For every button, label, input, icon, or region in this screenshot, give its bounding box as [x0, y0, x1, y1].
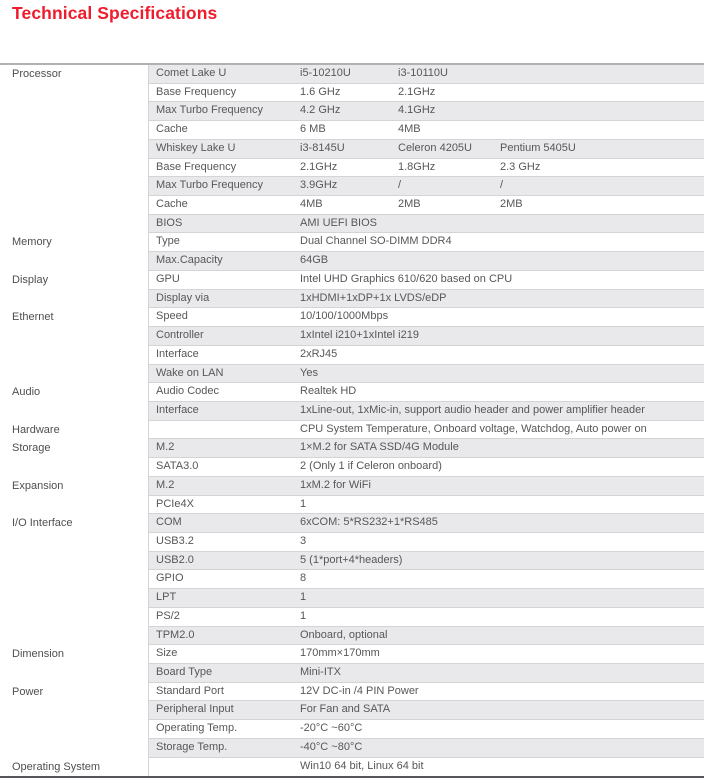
value-cell: 2MB [398, 198, 421, 211]
spec-row-region [148, 65, 704, 84]
attribute-cell: Max.Capacity [156, 254, 223, 267]
spec-row-region [148, 84, 704, 103]
spec-row [0, 477, 704, 496]
value-cells [300, 458, 704, 476]
spec-row [0, 365, 704, 384]
category-cell [0, 496, 148, 515]
value-cells [300, 308, 704, 326]
attribute-cell: M.2 [156, 478, 175, 491]
category-cell [0, 458, 148, 477]
spec-row [0, 215, 704, 234]
attribute-cell: USB2.0 [156, 553, 194, 566]
spec-row [0, 570, 704, 589]
attribute-cell: PS/2 [156, 609, 180, 622]
category-cell: Power [12, 685, 44, 698]
attribute-cell: USB3.2 [156, 534, 194, 547]
attribute-cell: M.2 [156, 441, 175, 454]
spec-row [0, 121, 704, 140]
value-cells [300, 365, 704, 383]
value-cells [300, 439, 704, 457]
category-cell: Display [12, 273, 49, 286]
spec-row-region [148, 664, 704, 683]
spec-row [0, 290, 704, 309]
spec-row-region [148, 196, 704, 215]
value-cells [300, 215, 704, 233]
value-cells [300, 233, 704, 251]
category-cell [0, 552, 148, 571]
category-cell: Operating System [12, 760, 101, 773]
category-cell [0, 701, 148, 720]
value-cell: Realtek HD [300, 385, 357, 398]
value-cell: 3 [300, 534, 307, 547]
attribute-cell: Storage Temp. [156, 740, 228, 753]
spec-row [0, 327, 704, 346]
value-cell: Onboard, optional [300, 628, 388, 641]
spec-row [0, 608, 704, 627]
category-cell [0, 140, 148, 159]
spec-row [0, 683, 704, 702]
value-cell: Pentium 5405U [500, 141, 576, 154]
attribute-cell: Interface [156, 347, 199, 360]
value-cell: 2MB [500, 198, 523, 211]
spec-row-region [148, 627, 704, 646]
value-cell: 1 [300, 609, 307, 622]
spec-row [0, 65, 704, 84]
attribute-cell: GPIO [156, 572, 184, 585]
spec-row-region [148, 496, 704, 515]
value-cell: For Fan and SATA [300, 703, 391, 716]
value-cells [300, 121, 704, 139]
spec-row-region [148, 159, 704, 178]
spec-row [0, 383, 704, 402]
value-cell: 1xIntel i210+1xIntel i219 [300, 329, 419, 342]
value-cell: Yes [300, 366, 318, 379]
spec-row [0, 739, 704, 758]
attribute-cell: Cache [156, 198, 188, 211]
spec-row-region [148, 252, 704, 271]
value-cells [300, 533, 704, 551]
value-cell: 1.8GHz [398, 160, 436, 173]
value-cell: 6xCOM: 5*RS232+1*RS485 [300, 516, 438, 529]
spec-row-region [148, 233, 704, 252]
attribute-cell: Whiskey Lake U [156, 141, 236, 154]
value-cell: AMI UEFI BIOS [300, 216, 378, 229]
spec-row-region [148, 308, 704, 327]
attribute-cell: Max Turbo Frequency [156, 179, 263, 192]
value-cell: 4MB [398, 123, 421, 136]
attribute-cell: LPT [156, 591, 177, 604]
attribute-cell: Audio Codec [156, 385, 219, 398]
spec-row [0, 720, 704, 739]
spec-row [0, 589, 704, 608]
spec-row-region [148, 683, 704, 702]
category-cell [0, 159, 148, 178]
attribute-cell: Max Turbo Frequency [156, 104, 263, 117]
attribute-cell: GPU [156, 272, 180, 285]
spec-row [0, 496, 704, 515]
value-cell: 5 (1*port+4*headers) [300, 553, 403, 566]
attribute-cell: SATA3.0 [156, 460, 199, 473]
category-cell [0, 664, 148, 683]
page-title: Technical Specifications [12, 3, 218, 23]
spec-row-region [148, 383, 704, 402]
category-cell: Ethernet [12, 311, 54, 324]
category-cell [0, 84, 148, 103]
category-cell [0, 290, 148, 309]
spec-row [0, 346, 704, 365]
value-cell: Intel UHD Graphics 610/620 based on CPU [300, 272, 513, 285]
value-cell: / [500, 179, 504, 192]
value-cells [300, 421, 704, 439]
value-cell: 1xHDMI+1xDP+1x LVDS/eDP [300, 291, 447, 304]
spec-row [0, 645, 704, 664]
value-cell: Dual Channel SO-DIMM DDR4 [300, 235, 452, 248]
attribute-cell: Speed [156, 310, 188, 323]
category-cell [0, 346, 148, 365]
spec-row-region [148, 701, 704, 720]
attribute-cell [149, 421, 300, 439]
spec-row-region [148, 140, 704, 159]
category-cell [0, 252, 148, 271]
attribute-cell: Operating Temp. [156, 722, 238, 735]
attribute-cell: Peripheral Input [156, 703, 234, 716]
value-cells [300, 589, 704, 607]
value-cell: 3.9GHz [300, 179, 338, 192]
spec-row [0, 177, 704, 196]
value-cells [300, 683, 704, 701]
value-cell: -20°C ~60°C [300, 722, 363, 735]
value-cells [300, 552, 704, 570]
category-cell [0, 196, 148, 215]
spec-row-region [148, 327, 704, 346]
value-cells [300, 477, 704, 495]
spec-row-region [148, 121, 704, 140]
value-cells [300, 252, 704, 270]
value-cells [300, 402, 704, 420]
spec-row [0, 758, 704, 777]
value-cell: 2.3 GHz [500, 160, 541, 173]
value-cells [300, 514, 704, 532]
spec-row-region [148, 570, 704, 589]
spec-row-region [148, 608, 704, 627]
spec-row-region [148, 458, 704, 477]
spec-row [0, 552, 704, 571]
category-cell [0, 327, 148, 346]
spec-row-region [148, 365, 704, 384]
spec-row-region [148, 215, 704, 234]
value-cells [300, 496, 704, 514]
value-cell: / [398, 179, 402, 192]
spec-row-region [148, 271, 704, 290]
category-cell: Hardware [12, 423, 60, 436]
spec-row-region [148, 720, 704, 739]
value-cells [300, 758, 704, 777]
value-cells [300, 664, 704, 682]
spec-row [0, 402, 704, 421]
value-cells [300, 159, 704, 177]
spec-row-region [148, 290, 704, 309]
spec-row-region [148, 477, 704, 496]
value-cell: Win10 64 bit, Linux 64 bit [300, 759, 424, 772]
category-cell: Dimension [12, 648, 64, 661]
value-cells [300, 65, 704, 83]
spec-row [0, 196, 704, 215]
value-cells [300, 271, 704, 289]
attribute-cell: TPM2.0 [156, 628, 195, 641]
attribute-cell: Standard Port [156, 684, 224, 697]
category-cell [0, 365, 148, 384]
spec-row [0, 159, 704, 178]
spec-row-region [148, 533, 704, 552]
value-cell: 2 (Only 1 if Celeron onboard) [300, 460, 442, 473]
value-cell: 64GB [300, 254, 329, 267]
value-cell: 1 [300, 497, 307, 510]
spec-row [0, 233, 704, 252]
category-cell [0, 570, 148, 589]
spec-row [0, 140, 704, 159]
spec-row [0, 458, 704, 477]
category-cell [0, 589, 148, 608]
value-cell: 1xM.2 for WiFi [300, 478, 371, 491]
category-cell [0, 177, 148, 196]
value-cells [300, 102, 704, 120]
value-cell: 2xRJ45 [300, 347, 338, 360]
spec-row [0, 627, 704, 646]
category-cell [0, 533, 148, 552]
value-cells [300, 346, 704, 364]
category-cell [0, 720, 148, 739]
spec-row [0, 102, 704, 121]
value-cell: Mini-ITX [300, 666, 341, 678]
spec-row-region [148, 514, 704, 533]
attribute-cell: Controller [156, 329, 204, 342]
spec-row [0, 514, 704, 533]
category-cell [0, 608, 148, 627]
category-cell: Audio [12, 386, 41, 399]
spec-row [0, 84, 704, 103]
value-cells [300, 196, 704, 214]
value-cell: 4.1GHz [398, 104, 436, 117]
category-cell: Expansion [12, 479, 64, 492]
category-cell [0, 739, 148, 758]
spec-row-region [148, 589, 704, 608]
spec-row-region [148, 402, 704, 421]
category-cell [0, 121, 148, 140]
category-cell [0, 627, 148, 646]
value-cell: 4MB [300, 198, 323, 211]
value-cells [300, 701, 704, 719]
category-cell [0, 102, 148, 121]
spec-row-region [148, 421, 704, 440]
attribute-cell: Interface [156, 403, 199, 416]
value-cell: 2.1GHz [300, 160, 338, 173]
spec-row [0, 664, 704, 683]
value-cell: 12V DC-in /4 PIN Power [300, 684, 419, 697]
value-cells [300, 627, 704, 645]
spec-row-region [148, 758, 704, 777]
category-cell [0, 215, 148, 234]
spec-row-region [148, 739, 704, 758]
attribute-cell: Board Type [156, 666, 213, 678]
spec-row-region [148, 439, 704, 458]
attribute-cell: Base Frequency [156, 160, 237, 173]
value-cell: 2.1GHz [398, 85, 436, 98]
value-cell: i3-8145U [300, 141, 345, 154]
value-cells [300, 720, 704, 738]
value-cell: 10/100/1000Mbps [300, 310, 389, 323]
spec-row [0, 252, 704, 271]
category-cell: Storage [12, 442, 51, 455]
attribute-cell: PCIe4X [156, 497, 194, 510]
spec-row-region [148, 102, 704, 121]
value-cell: 8 [300, 572, 307, 585]
value-cell: 1xLine-out, 1xMic-in, support audio header and power amplifier header [300, 403, 645, 416]
spec-row-region [148, 645, 704, 664]
value-cell: 1×M.2 for SATA SSD/4G Module [300, 441, 459, 454]
technical-specifications-table [0, 63, 704, 778]
spec-row [0, 439, 704, 458]
category-cell [0, 402, 148, 421]
spec-row [0, 271, 704, 290]
value-cell: 1 [300, 591, 307, 604]
value-cells [300, 140, 704, 158]
attribute-cell: Wake on LAN [156, 366, 224, 379]
category-cell: Memory [12, 236, 52, 249]
value-cell: CPU System Temperature, Onboard voltage, Watchdog, Auto power on [300, 422, 647, 435]
attribute-cell: Display via [156, 291, 210, 304]
attribute-cell: Size [156, 647, 178, 660]
category-cell: Processor [12, 68, 62, 80]
value-cell: 6 MB [300, 123, 326, 136]
attribute-cell: Comet Lake U [156, 67, 227, 79]
value-cell: 4.2 GHz [300, 104, 341, 117]
attribute-cell [149, 758, 300, 777]
attribute-cell: Base Frequency [156, 85, 237, 98]
value-cells [300, 327, 704, 345]
attribute-cell: Cache [156, 123, 188, 136]
attribute-cell: BIOS [156, 216, 183, 229]
spec-row-region [148, 346, 704, 365]
value-cell: Celeron 4205U [398, 141, 472, 154]
value-cells [300, 570, 704, 588]
value-cells [300, 177, 704, 195]
attribute-cell: Type [156, 235, 180, 248]
value-cell: i5-10210U [300, 67, 351, 79]
value-cells [300, 290, 704, 308]
value-cell: i3-10110U [398, 67, 448, 79]
value-cell: 170mm×170mm [300, 647, 380, 660]
value-cell: 1.6 GHz [300, 85, 341, 98]
value-cells [300, 383, 704, 401]
spec-row-region [148, 552, 704, 571]
value-cells [300, 84, 704, 102]
spec-row [0, 421, 704, 440]
attribute-cell: COM [156, 516, 182, 529]
spec-row [0, 308, 704, 327]
spec-row [0, 533, 704, 552]
value-cells [300, 608, 704, 626]
value-cell: -40°C ~80°C [300, 740, 363, 753]
category-cell: I/O Interface [12, 517, 73, 530]
value-cells [300, 645, 704, 663]
spec-row-region [148, 177, 704, 196]
spec-row [0, 701, 704, 720]
value-cells [300, 739, 704, 757]
